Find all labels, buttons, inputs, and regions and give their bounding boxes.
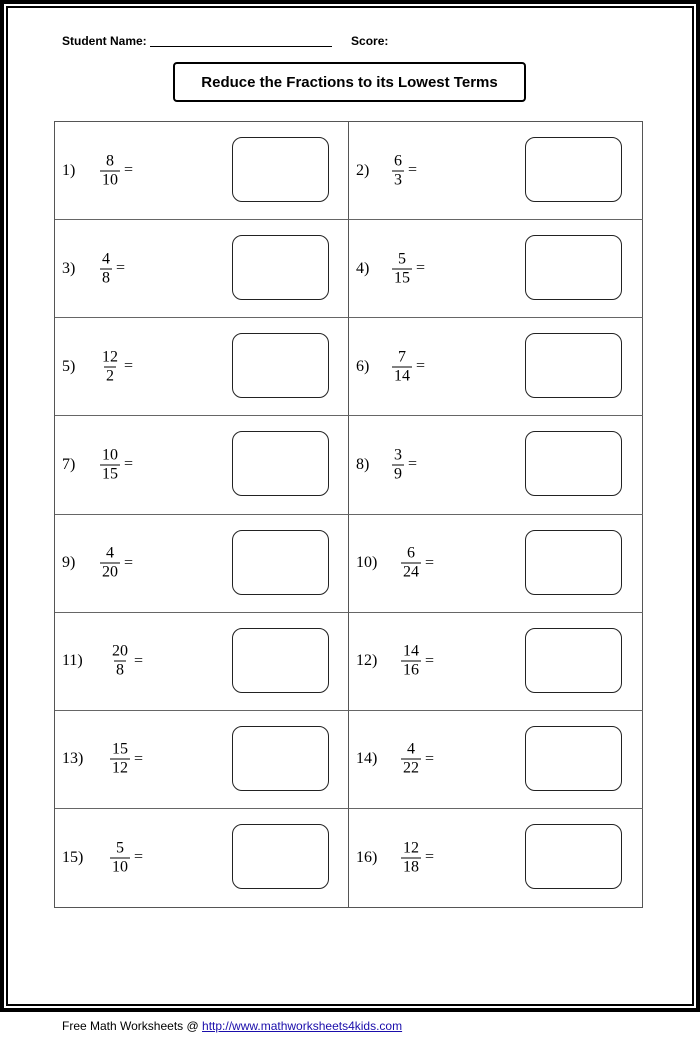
answer-box[interactable]: [232, 530, 329, 595]
numerator: 5: [116, 839, 124, 857]
equals-sign: =: [116, 259, 126, 277]
fraction-expression: [401, 839, 434, 876]
equals-sign: =: [134, 750, 144, 768]
student-name-label: Student Name:: [62, 34, 147, 48]
problem-cell: [55, 416, 349, 514]
problem-number: 3): [62, 259, 76, 277]
denominator: 22: [403, 759, 419, 777]
answer-box[interactable]: [525, 235, 622, 300]
equals-sign: =: [124, 161, 134, 179]
fraction-expression: [100, 446, 133, 483]
fraction-expression: [392, 446, 417, 483]
problem-cell: [349, 515, 643, 613]
denominator: 16: [403, 661, 419, 679]
fraction: [100, 545, 120, 582]
denominator: 12: [112, 759, 128, 777]
numerator: 4: [106, 544, 114, 562]
fraction: [100, 446, 120, 483]
problem-number: 12): [356, 652, 378, 670]
problem-number: 11): [62, 652, 83, 670]
worksheet-title: [173, 62, 526, 102]
numerator: 20: [112, 642, 128, 660]
answer-box[interactable]: [525, 137, 622, 202]
numerator: 4: [102, 250, 110, 268]
answer-box[interactable]: [525, 431, 622, 496]
answer-box[interactable]: [525, 333, 622, 398]
problem-number: 4): [356, 259, 370, 277]
equals-sign: =: [134, 652, 144, 670]
problem-cell: [349, 416, 643, 514]
denominator: 14: [394, 367, 410, 385]
denominator: 9: [394, 465, 402, 483]
answer-box[interactable]: [525, 824, 622, 889]
problem-number: 1): [62, 161, 76, 179]
answer-box[interactable]: [232, 137, 329, 202]
equals-sign: =: [425, 652, 435, 670]
answer-box[interactable]: [232, 431, 329, 496]
worksheet-title-text: Reduce the Fractions to its Lowest Terms: [201, 73, 498, 91]
denominator: 8: [102, 269, 110, 287]
denominator: 10: [112, 858, 128, 876]
footer-link[interactable]: http://www.mathworksheets4kids.com: [202, 1019, 403, 1033]
numerator: 6: [394, 152, 402, 170]
denominator: 2: [106, 367, 114, 385]
equals-sign: =: [416, 259, 426, 277]
problem-cell: [349, 809, 643, 907]
fraction-expression: [401, 643, 434, 680]
fraction: [110, 839, 130, 876]
numerator: 3: [394, 446, 402, 464]
equals-sign: =: [134, 848, 144, 866]
equals-sign: =: [408, 161, 418, 179]
fraction-expression: [100, 250, 125, 287]
fraction: [401, 643, 421, 680]
equals-sign: =: [124, 455, 134, 473]
fraction: [110, 741, 130, 778]
answer-box[interactable]: [525, 530, 622, 595]
equals-sign: =: [425, 554, 435, 572]
problem-number: 7): [62, 455, 76, 473]
fraction-expression: [110, 643, 143, 680]
denominator: 18: [403, 858, 419, 876]
problem-number: 8): [356, 455, 370, 473]
numerator: 12: [403, 839, 419, 857]
fraction-expression: [401, 741, 434, 778]
denominator: 20: [102, 563, 118, 581]
equals-sign: =: [124, 357, 134, 375]
equals-sign: =: [425, 848, 435, 866]
equals-sign: =: [425, 750, 435, 768]
fraction: [392, 446, 404, 483]
numerator: 12: [102, 348, 118, 366]
problem-grid: [54, 121, 643, 908]
fraction-expression: [392, 348, 425, 385]
denominator: 10: [102, 171, 118, 189]
fraction: [100, 250, 112, 287]
numerator: 4: [407, 740, 415, 758]
fraction-expression: [100, 545, 133, 582]
numerator: 6: [407, 544, 415, 562]
equals-sign: =: [408, 455, 418, 473]
problem-cell: [349, 220, 643, 318]
fraction-expression: [110, 839, 143, 876]
numerator: 10: [102, 446, 118, 464]
denominator: 15: [102, 465, 118, 483]
problem-number: 15): [62, 848, 84, 866]
numerator: 14: [403, 642, 419, 660]
denominator: 24: [403, 563, 419, 581]
answer-box[interactable]: [525, 628, 622, 693]
problem-number: 9): [62, 554, 76, 572]
score-label: Score:: [351, 34, 389, 48]
footer-text: Free Math Worksheets @: [62, 1019, 203, 1033]
answer-box[interactable]: [232, 333, 329, 398]
problem-cell: [349, 122, 643, 220]
fraction: [110, 643, 130, 680]
numerator: 8: [106, 152, 114, 170]
denominator: 15: [394, 269, 410, 287]
problem-number: 6): [356, 357, 370, 375]
problem-cell: [349, 613, 643, 711]
fraction: [401, 741, 421, 778]
answer-box[interactable]: [232, 235, 329, 300]
problem-number: 2): [356, 161, 370, 179]
fraction-expression: [110, 741, 143, 778]
problem-cell: [55, 220, 349, 318]
problem-number: 10): [356, 554, 378, 572]
problem-cell: [55, 613, 349, 711]
problem-number: 16): [356, 848, 378, 866]
denominator: 8: [116, 661, 124, 679]
numerator: 7: [398, 348, 406, 366]
student-name-field[interactable]: [150, 34, 332, 47]
equals-sign: =: [416, 357, 426, 375]
fraction: [100, 348, 120, 385]
footer: [62, 1019, 402, 1033]
problem-cell: [349, 318, 643, 416]
problem-number: 14): [356, 750, 378, 768]
student-header: [62, 34, 388, 48]
problem-number: 13): [62, 750, 84, 768]
fraction: [401, 545, 421, 582]
answer-box[interactable]: [232, 726, 329, 791]
fraction: [401, 839, 421, 876]
problem-cell: [55, 711, 349, 809]
fraction-expression: [100, 348, 133, 385]
numerator: 5: [398, 250, 406, 268]
fraction-expression: [392, 250, 425, 287]
answer-box[interactable]: [525, 726, 622, 791]
fraction-expression: [401, 545, 434, 582]
denominator: 3: [394, 171, 402, 189]
problem-cell: [55, 809, 349, 907]
fraction-expression: [100, 152, 133, 189]
problem-number: 5): [62, 357, 76, 375]
numerator: 15: [112, 740, 128, 758]
fraction: [392, 348, 412, 385]
problem-cell: [55, 122, 349, 220]
problem-cell: [55, 318, 349, 416]
answer-box[interactable]: [232, 628, 329, 693]
answer-box[interactable]: [232, 824, 329, 889]
fraction-expression: [392, 152, 417, 189]
problem-cell: [55, 515, 349, 613]
fraction: [100, 152, 120, 189]
equals-sign: =: [124, 554, 134, 572]
fraction: [392, 250, 412, 287]
problem-cell: [349, 711, 643, 809]
fraction: [392, 152, 404, 189]
